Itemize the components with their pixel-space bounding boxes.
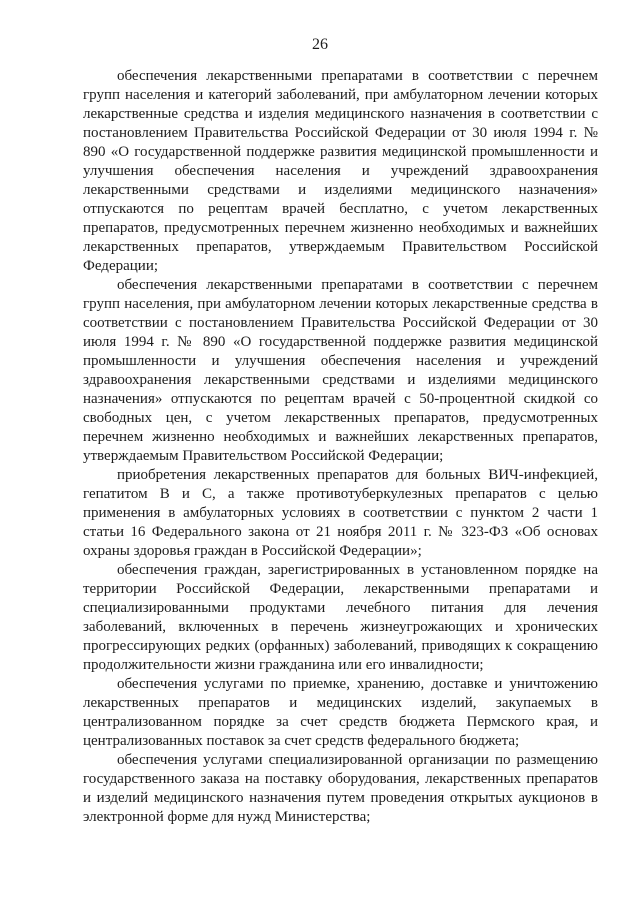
paragraph-6: обеспечения услугами специализированной организации по размещению государственного заказа на поставку оборудования, лекарственных препаратов и изделий медицинского назначения путем проведения открытых аукционов в электронной форме для нужд Министерства;	[83, 752, 598, 825]
document-body	[83, 67, 598, 827]
paragraph-3: приобретения лекарственных препаратов для больных ВИЧ-инфекцией, гепатитом В и С, а также противотуберкулезных препаратов с целью применения в амбулаторных условиях в соответствии с пунктом 2 части 1 статьи 16 Федерального закона от 21 ноября 2011 г. № 323-ФЗ «Об основах охраны здоровья граждан в Российской Федерации»;	[83, 467, 598, 559]
paragraph-4: обеспечения граждан, зарегистрированных в установленном порядке на территории Российской Федерации, лекарственными препаратами и специализированными продуктами лечебного питания для лечения заболеваний, включенных в перечень жизнеугрожающих и хронических прогрессирующих редких (орфанных) заболеваний, приводящих к сокращению продолжительности жизни гражданина или его инвалидности;	[83, 562, 598, 673]
paragraph-5: обеспечения услугами по приемке, хранению, доставке и уничтожению лекарственных препаратов и медицинских изделий, закупаемых в централизованном порядке за счет средств бюджета Пермского края, и централизованных поставок за счет средств федерального бюджета;	[83, 676, 598, 749]
page-number: 26	[312, 36, 328, 53]
paragraph-2: обеспечения лекарственными препаратами в соответствии с перечнем групп населения, при амбулаторном лечении которых лекарственные средства в соответствии с постановлением Правительства Российской Федерации от 30 июля 1994 г. № 890 «О государственной поддержке развития медицинской промышленности и улучшения обеспечения населения и учреждений здравоохранения лекарственными средствами и изделиями медицинского назначения» отпускаются по рецептам врачей с 50-процентной скидкой со свободных цен, с учетом лекарственных препаратов, предусмотренных перечнем жизненно необходимых и важнейших лекарственных препаратов, утверждаемым Правительством Российской Федерации;	[83, 277, 598, 464]
paragraph-1: обеспечения лекарственными препаратами в соответствии с перечнем групп населения и категорий заболеваний, при амбулаторном лечении которых лекарственные средства и изделия медицинского назначения в соответствии с постановлением Правительства Российской Федерации от 30 июля 1994 г. № 890 «О государственной поддержке развития медицинской промышленности и улучшения обеспечения населения и учреждений здравоохранения лекарственными средствами и изделиями медицинского назначения» отпускаются по рецептам врачей бесплатно, с учетом лекарственных препаратов, предусмотренных перечнем жизненно необходимых и важнейших лекарственных препаратов, утверждаемым Правительством Российской Федерации;	[83, 68, 598, 274]
